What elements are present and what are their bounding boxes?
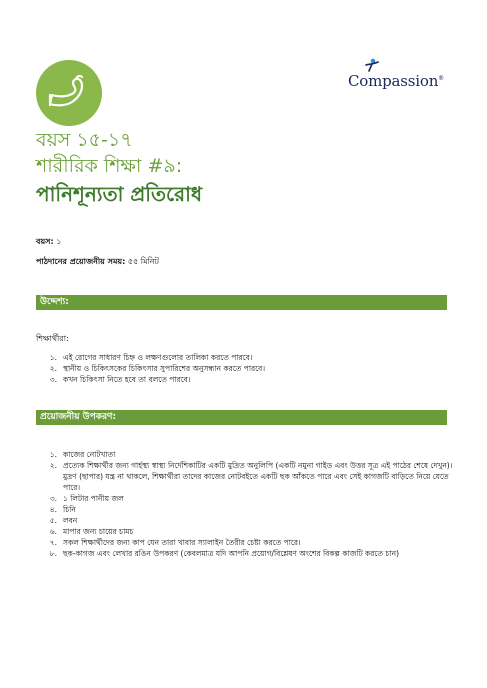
list-item: ৫. লবন (49, 516, 78, 525)
time-meta (36, 256, 159, 269)
list-item: ৪. চিনি (49, 505, 76, 514)
flexed-arm-icon (36, 60, 102, 126)
compassion-figure-icon (364, 58, 380, 72)
list-item: ৩. কখন চিকিৎসা নিতে হবে তা বলতে পারবে। (49, 375, 191, 384)
compassion-logo (348, 58, 448, 94)
list-item: ২. প্রত্যেক শিক্ষার্থীর জন্য গার্হস্থ্য স্বাস্থ্য নির্দেশিকাটির একটি মুদ্রিত অনুলিপি (একটি নমুনা গাইড এবং উত্তর সূত্র এই পাঠের শেষে দেখুন)। মুদ্রণ (ছাপার) যন্ত্র না থাকলে, শিক্ষার্থীরা তাদের কাজের নোটবইতে একটি ছক আঁকতে পারে এবং সেই কাগজটি বাড়িতে নিয়ে যেতে পারে। (49, 461, 453, 492)
list-item: ১. এই রোগের সাধারণ চিহ্ন ও লক্ষণগুলোর তালিকা করতে পারবে। (49, 353, 253, 362)
age-label: বয়স: (36, 237, 54, 246)
lesson-title: পানিশূন্যতা প্রতিরোধ (36, 182, 203, 206)
list-item: ৬. মাপার জন্য চায়ের চামচ (49, 527, 134, 536)
list-item: ২. স্থানীয় ও চিকিৎসকের চিকিৎসার সুপারিশের অনুসন্ধান করতে পারবে। (49, 364, 266, 373)
age-title: বয়স ১৫-১৭ (36, 129, 133, 151)
subject-title: শারীরিক শিক্ষা #৯: (36, 155, 183, 177)
title-block (36, 127, 202, 209)
age-meta (36, 236, 61, 249)
list-item: ৩. ১ লিটার পানীয় জল (49, 494, 124, 503)
materials-heading: প্রয়োজনীয় উপকরণ: (36, 410, 447, 425)
list-item: ৮. ছক-কাগজ এবং লেখার রঙিন উপকরণ (কেবলমাত্র যদি আপনি প্রয়োগ/বিশ্লেষণ অংশের বিকল্প কাজটি করতে চান) (49, 549, 400, 558)
materials-list (36, 449, 458, 559)
brand-wordmark: Compassion® (348, 72, 444, 90)
objectives-intro: শিক্ষার্থীরা: (36, 334, 69, 343)
time-value: ৫৫ মিনিট (127, 257, 159, 266)
objectives-list (36, 352, 458, 385)
time-label: পাঠদানের প্রয়োজনীয় সময়: (36, 257, 126, 266)
age-value: ১ (56, 237, 62, 246)
list-item: ৭. সকল শিক্ষার্থীদের জন্য কাপ যেন তারা খাবার স্যালাইন তৈরীর চেষ্টা করতে পারে। (49, 538, 301, 547)
list-item: ১. কাজের নোটখাতা (49, 450, 116, 459)
objectives-heading: উদ্দেশ্য: (36, 295, 447, 310)
